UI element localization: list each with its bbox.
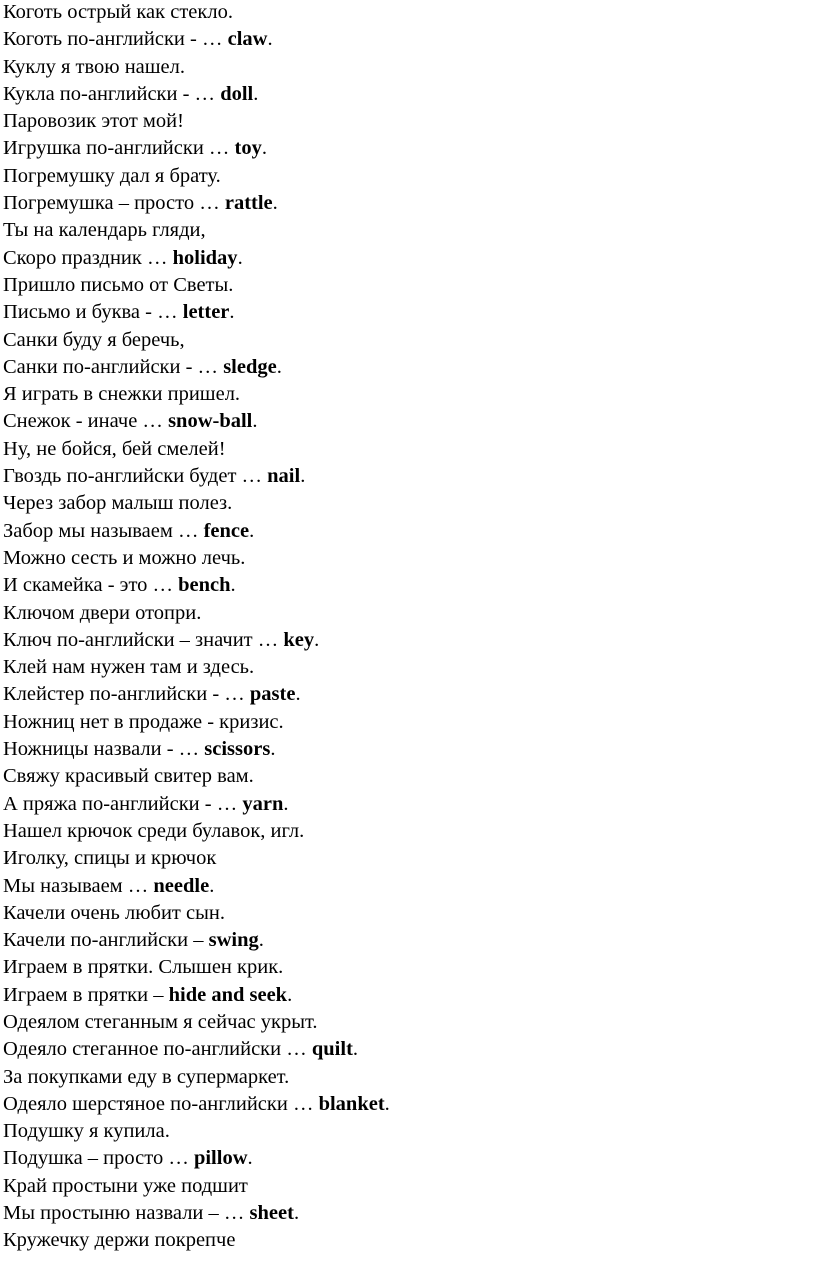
text-line (3, 654, 816, 681)
line-text: Пришло письмо от Светы. (3, 273, 234, 296)
english-word: yarn (242, 792, 284, 815)
line-text: Погремушка – просто … (3, 192, 225, 215)
english-word: sheet (249, 1202, 294, 1225)
line-punctuation: . (352, 1038, 359, 1061)
text-line (3, 217, 816, 244)
line-punctuation: . (247, 1147, 253, 1170)
text-line (3, 1118, 816, 1145)
line-text: Качели очень любит сын. (3, 901, 225, 924)
line-text: Край простыни уже подшит (3, 1174, 248, 1197)
line-text: Мы простыню назвали – … (3, 1202, 250, 1225)
line-punctuation: . (261, 137, 267, 160)
text-line (3, 600, 816, 627)
text-line (3, 736, 816, 763)
line-punctuation: . (237, 246, 243, 269)
english-word: fence (203, 519, 250, 542)
text-line (3, 572, 816, 599)
line-punctuation: . (384, 1092, 390, 1115)
line-text: Погремушку дал я брату. (3, 164, 221, 187)
english-word: claw (227, 28, 268, 51)
line-text: Иголку, спицы и крючок (3, 847, 217, 870)
line-text: Играем в прятки. Слышен крик. (3, 956, 284, 979)
text-line (3, 163, 816, 190)
line-text: Нашел крючок среди булавок, игл. (3, 819, 305, 842)
text-line (3, 1173, 816, 1200)
line-text: Одеяло стеганное по-английски … (3, 1038, 312, 1061)
english-word: hide and seek (168, 983, 288, 1006)
text-line (3, 408, 816, 435)
text-line (3, 954, 816, 981)
line-text: Через забор малыш полез. (3, 492, 233, 515)
line-punctuation: . (300, 465, 306, 488)
line-punctuation: . (293, 1202, 300, 1225)
line-punctuation: . (249, 519, 255, 542)
english-word: scissors (204, 738, 271, 761)
text-line (3, 463, 816, 490)
text-line (3, 272, 816, 299)
english-word: snow-ball (168, 410, 253, 433)
line-text: Играем в прятки – (3, 983, 169, 1006)
line-punctuation: . (209, 874, 215, 897)
text-line (3, 81, 816, 108)
line-text: Клейстер по-английски - … (3, 683, 250, 706)
text-line (3, 763, 816, 790)
line-punctuation: . (267, 28, 273, 51)
text-line (3, 818, 816, 845)
english-word: nail (267, 465, 301, 488)
text-line (3, 327, 816, 354)
text-line (3, 436, 816, 463)
text-line (3, 354, 816, 381)
text-line (3, 245, 816, 272)
line-text: Мы называем … (3, 874, 154, 897)
line-punctuation: . (295, 683, 301, 706)
text-line (3, 873, 816, 900)
text-line (3, 681, 816, 708)
line-punctuation: . (272, 192, 278, 215)
text-line (3, 190, 816, 217)
text-line (3, 518, 816, 545)
text-line (3, 845, 816, 872)
english-word: letter (182, 301, 230, 324)
line-text: Ну, не бойся, бей смелей! (3, 437, 226, 460)
line-punctuation: . (287, 983, 293, 1006)
line-punctuation: . (252, 410, 258, 433)
line-punctuation: . (283, 792, 289, 815)
english-word: bench (178, 574, 231, 597)
line-text: Коготь по-английски - … (3, 28, 228, 51)
line-punctuation: . (229, 301, 235, 324)
english-word: doll (220, 82, 254, 105)
english-word: sledge (223, 355, 277, 378)
line-punctuation: . (258, 929, 264, 952)
line-text: А пряжа по-английски - … (3, 792, 243, 815)
line-text: Скоро праздник … (3, 246, 173, 269)
text-line (3, 381, 816, 408)
line-text: Я играть в снежки пришел. (3, 383, 241, 406)
english-word: paste (249, 683, 296, 706)
text-line (3, 545, 816, 572)
line-punctuation: . (230, 574, 236, 597)
text-line (3, 900, 816, 927)
line-text: Одеяло шерстяное по-английски … (3, 1092, 319, 1115)
line-text: Одеялом стеганным я сейчас укрыт. (3, 1010, 318, 1033)
line-text: Игрушка по-английски … (3, 137, 235, 160)
english-word: holiday (172, 246, 238, 269)
text-line (3, 1064, 816, 1091)
text-line (3, 54, 816, 81)
line-text: Кукла по-английски - … (3, 82, 221, 105)
line-text: За покупками еду в супермаркет. (3, 1065, 290, 1088)
line-text: Можно сесть и можно лечь. (3, 546, 246, 569)
line-text: Подушка – просто … (3, 1147, 194, 1170)
english-word: needle (153, 874, 210, 897)
line-text: Ключ по-английски – значит … (3, 628, 284, 651)
line-text: Забор мы называем … (3, 519, 204, 542)
text-line (3, 709, 816, 736)
text-line (3, 1009, 816, 1036)
line-text: Ты на календарь гляди, (3, 219, 206, 242)
text-line (3, 791, 816, 818)
english-word: swing (208, 929, 259, 952)
line-text: Подушку я купила. (3, 1120, 170, 1143)
line-text: Куклу я твою нашел. (3, 55, 185, 78)
line-text: Ножниц нет в продаже - кризис. (3, 710, 284, 733)
line-text: Снежок - иначе … (3, 410, 169, 433)
line-punctuation: . (270, 738, 276, 761)
text-line (3, 299, 816, 326)
line-text: Санки буду я беречь, (3, 328, 185, 351)
line-text: Коготь острый как стекло. (3, 1, 233, 23)
english-word: quilt (311, 1038, 353, 1061)
english-word: toy (234, 137, 262, 160)
text-line (3, 490, 816, 517)
text-line (3, 1227, 816, 1254)
text-line (3, 26, 816, 53)
line-text: Свяжу красивый свитер вам. (3, 765, 254, 788)
line-text: Ножницы назвали - … (3, 738, 205, 761)
line-text: Клей нам нужен там и здесь. (3, 656, 255, 679)
line-text: Гвоздь по-английски будет … (3, 465, 268, 488)
text-line (3, 1091, 816, 1118)
line-text: И скамейка - это … (3, 574, 179, 597)
text-line (3, 627, 816, 654)
text-line (3, 982, 816, 1009)
line-text: Паровозик этот мой! (3, 110, 184, 133)
text-line (3, 135, 816, 162)
line-text: Санки по-английски - … (3, 355, 224, 378)
text-line (3, 1036, 816, 1063)
line-punctuation: . (276, 355, 282, 378)
english-word: key (283, 628, 315, 651)
english-word: pillow (193, 1147, 248, 1170)
text-line (3, 927, 816, 954)
text-line (3, 1200, 816, 1227)
text-line (3, 1145, 816, 1172)
line-punctuation: . (253, 82, 259, 105)
line-text: Письмо и буква - … (3, 301, 183, 324)
english-word: blanket (318, 1092, 385, 1115)
english-word: rattle (224, 192, 273, 215)
text-line (3, 0, 816, 26)
line-text: Кружечку держи покрепче (3, 1229, 236, 1252)
text-line (3, 108, 816, 135)
line-text: Ключом двери отопри. (3, 601, 202, 624)
line-text: Качели по-английски – (3, 929, 209, 952)
line-punctuation: . (314, 628, 320, 651)
